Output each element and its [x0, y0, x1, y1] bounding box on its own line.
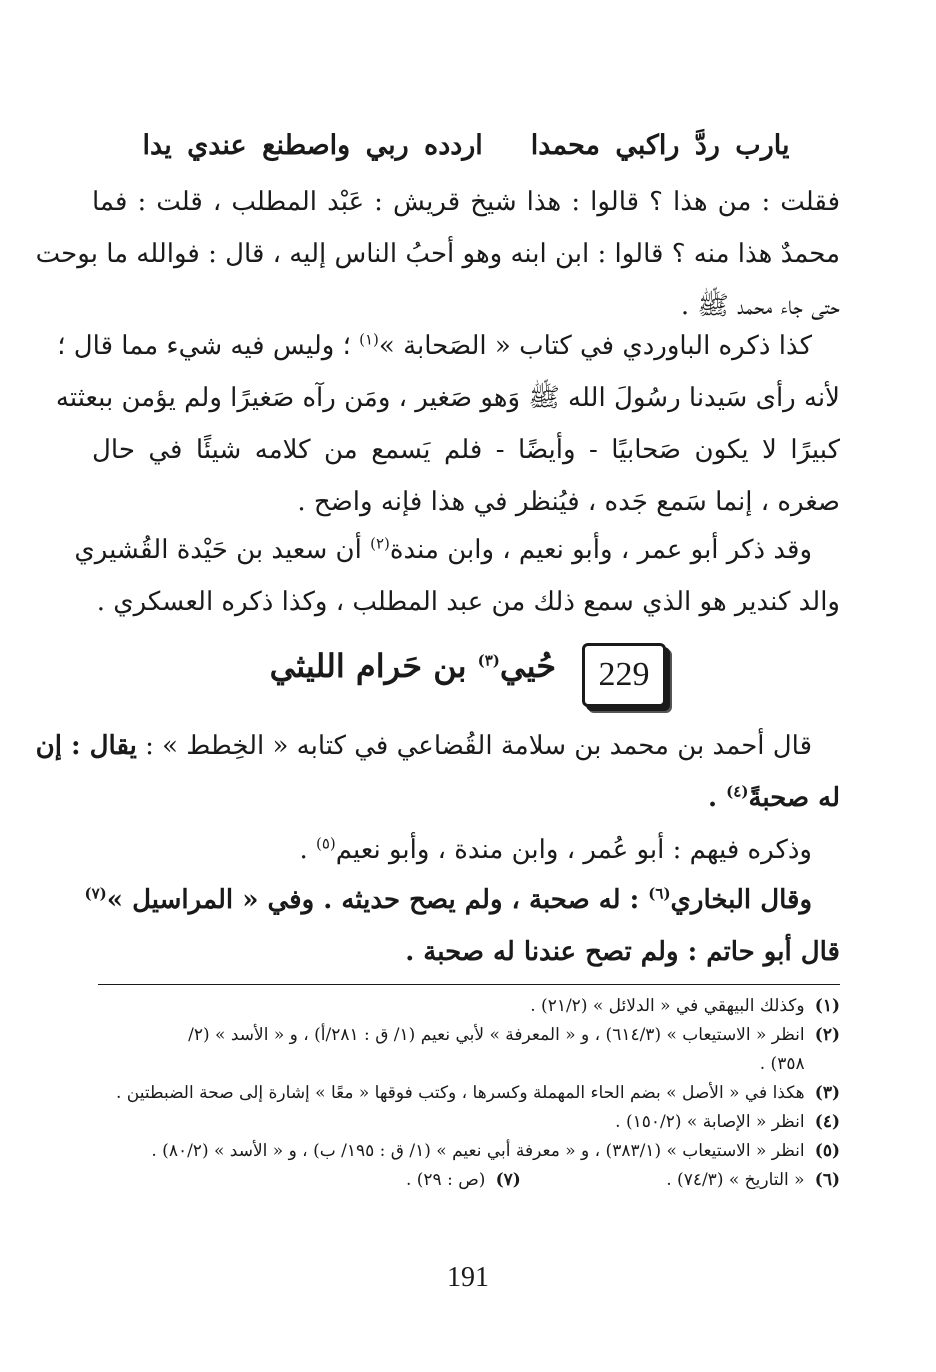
footnote-number: (٤) [814, 1112, 840, 1132]
text-line [74, 524, 840, 576]
entry-name-rest: بن حَرام الليثي [269, 647, 478, 685]
text-segment: وقد ذكر أبو عمر ، وأبو نعيم ، وابن مندة [389, 535, 812, 565]
footnote-ref[interactable]: (١) [359, 330, 379, 349]
text-segment-bold: يقال : إن [35, 731, 137, 761]
text-line [92, 772, 840, 824]
verse-hemistich-1: يارب ردَّ راكبي محمدا [530, 130, 790, 161]
text-line [57, 320, 840, 372]
text-line [84, 874, 840, 926]
paragraph-3 [74, 524, 840, 628]
text-line: محمدٌ هذا منه ؟ قالوا : ابن ابنه وهو أحبُ الناس إليه ، قال : فوالله ما بوحت [35, 239, 840, 269]
poetry-verse [92, 120, 840, 172]
footnote-text: ٣٥٨) . [759, 1054, 805, 1074]
footnote-ref[interactable]: (٢) [370, 534, 390, 553]
footnote-ref[interactable]: (٦) [648, 884, 671, 903]
paragraph-6 [84, 874, 840, 978]
entry-number-badge [582, 643, 666, 707]
text-segment: . [708, 783, 727, 813]
entry-title [270, 647, 556, 685]
entry-number: 229 [598, 656, 650, 693]
entry-name: حُيي [499, 647, 556, 685]
text-segment: كذا ذكره الباوردي في كتاب « الصَحابة » [378, 331, 812, 361]
text-segment: ؛ وليس فيه شيء مما قال ؛ [57, 331, 360, 361]
footnote-ref[interactable]: (٤) [726, 782, 749, 801]
paragraph-1 [35, 176, 840, 332]
footnote-text: وكذلك البيهقي في « الدلائل » (٢١/٢) . [530, 996, 805, 1016]
footnote-ref[interactable]: (٧) [84, 884, 107, 903]
footnote-ref[interactable]: (٣) [477, 651, 500, 670]
footnote-item [92, 1137, 840, 1166]
paragraph-2 [55, 320, 840, 528]
footnote-text: هكذا في « الأصل » بضم الحاء المهملة وكسرها ، وكتب فوقها « معًا » إشارة إلى صحة الضبطتين . [115, 1083, 805, 1103]
verse-hemistich-2: اردده ربي واصطنع عندي يدا [142, 130, 483, 161]
footnote-text: « التاريخ » (٧٤/٣) . [666, 1170, 805, 1190]
footnote-item [92, 1021, 840, 1050]
footnote-divider [98, 984, 840, 985]
text-segment: وقال البخاري [670, 885, 812, 915]
text-line [35, 720, 840, 772]
footnotes [92, 992, 840, 1195]
text-segment: أن سعيد بن حَيْدة القُشيري [74, 535, 371, 565]
footnote-text: انظر « الاستيعاب » (٣٨٣/١) ، و « معرفة أبي نعيم » (١/ ق : ١٩٥/ ب) ، و « الأسد » (٨٠/٢) . [151, 1141, 805, 1161]
footnote-number: (٣) [814, 1083, 840, 1103]
footnote-ref[interactable]: (٥) [315, 834, 336, 853]
footnote-number: (٦) [814, 1170, 840, 1190]
footnote-number: (٧) [495, 1170, 521, 1190]
page-number: 191 [447, 1262, 489, 1293]
text-line: حتى جاء محمد ﷺ . [680, 291, 840, 321]
footnote-item-pair [92, 1166, 840, 1195]
text-segment: له صحبةً [748, 783, 840, 813]
footnote-number: (٢) [814, 1025, 840, 1045]
text-segment: قال أحمد بن محمد بن سلامة القُضاعي في كتابه « الخِطط » : [136, 731, 812, 761]
footnote-text: انظر « الإصابة » (١٥٠/٢) . [615, 1112, 805, 1132]
text-segment: وذكره فيهم : أبو عُمر ، وابن مندة ، وأبو نعيم [335, 835, 812, 865]
paragraph-5 [92, 824, 840, 876]
footnote-number: (١) [814, 996, 840, 1016]
footnote-text: انظر « الاستيعاب » (٦١٤/٣) ، و « المعرفة » لأبي نعيم (١/ ق : ٢٨١/أ) ، و « الأسد » (٢/ [188, 1025, 805, 1045]
paragraph-4 [35, 720, 840, 824]
entry-heading [0, 635, 936, 715]
footnote-item [92, 1079, 840, 1108]
footnote-item [92, 1108, 840, 1137]
footnote-item [406, 1166, 521, 1195]
text-line [92, 824, 840, 876]
text-line: صغره ، إنما سَمع جَده ، فيُنظر في هذا فإنه واضح . [297, 487, 840, 517]
text-segment: . [299, 835, 316, 865]
text-line: كبيرًا لا يكون صَحابيًا - وأيضًا - فلم يَسمع من كلامه شيئًا في حال [92, 435, 840, 465]
text-line: قال أبو حاتم : ولم تصح عندنا له صحبة . [405, 937, 840, 967]
footnote-text: (ص : ٢٩) . [405, 1170, 486, 1190]
footnote-item [92, 1050, 840, 1079]
text-segment: : له صحبة ، ولم يصح حديثه . وفي « المراسيل » [106, 885, 649, 915]
text-line: لأنه رأى سَيدنا رسُولَ الله ﷺ وَهو صَغير ، ومَن رآه صَغيرًا ولم يؤمن ببعثته [55, 383, 840, 413]
footnote-number: (٥) [814, 1141, 840, 1161]
text-line: والد كندير هو الذي سمع ذلك من عبد المطلب ، وكذا ذكره العسكري . [96, 587, 840, 617]
footnote-item [92, 992, 840, 1021]
text-line: فقلت : من هذا ؟ قالوا : هذا شيخ قريش : عَبْد المطلب ، قلت : فما [92, 187, 840, 217]
